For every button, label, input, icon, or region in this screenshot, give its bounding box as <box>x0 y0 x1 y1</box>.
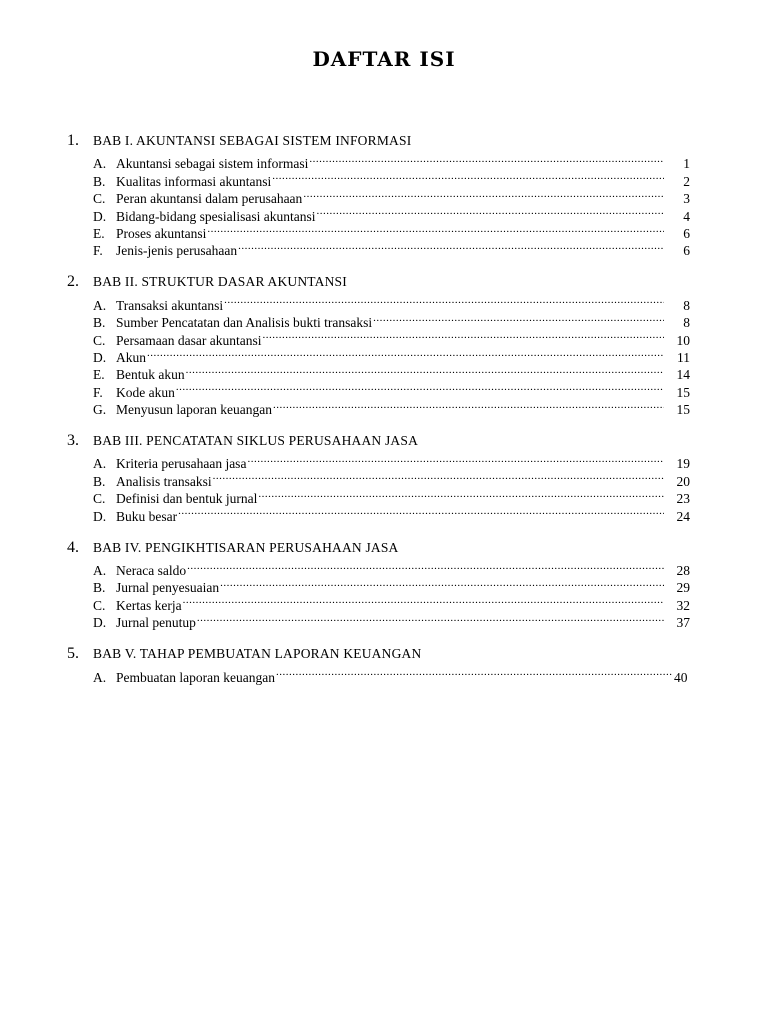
toc-chapter <box>67 431 707 524</box>
entry-page-number: 29 <box>676 580 690 596</box>
entry-title: Bentuk akun <box>116 367 185 383</box>
entry-title: Buku besar <box>116 508 178 524</box>
chapter-heading <box>67 131 707 151</box>
dot-leader <box>258 486 664 503</box>
entry-letter: A. <box>93 156 107 172</box>
dot-leader <box>303 186 664 203</box>
entry-letter: A. <box>93 456 107 472</box>
entry-page-number: 14 <box>676 367 690 383</box>
entry-letter: B. <box>93 580 106 596</box>
toc-chapter <box>67 644 707 685</box>
dot-leader <box>262 327 664 344</box>
entry-page-number: 6 <box>683 243 690 259</box>
entry-page-number: 32 <box>676 597 690 613</box>
entry-title: Peran akuntansi dalam perusahaan <box>116 191 303 207</box>
entry-letter: E. <box>93 367 105 383</box>
entry-letter: C. <box>93 597 106 613</box>
dot-leader <box>373 310 664 327</box>
entry-title: Bidang-bidang spesialisasi akuntansi <box>116 208 316 224</box>
dot-leader <box>186 362 664 379</box>
chapter-number: 5. <box>67 645 79 663</box>
entry-page-number: 11 <box>677 349 690 365</box>
dot-leader <box>197 610 664 627</box>
chapter-heading <box>67 431 707 451</box>
entry-page-number: 28 <box>676 563 690 579</box>
toc-chapter <box>67 538 707 631</box>
chapter-number: 4. <box>67 538 79 556</box>
toc-entry[interactable] <box>67 362 690 383</box>
toc-entry[interactable] <box>67 151 690 172</box>
entry-title: Transaksi akuntansi <box>116 297 224 313</box>
entry-title: Jurnal penutup <box>116 615 196 631</box>
toc-entry[interactable] <box>67 558 690 579</box>
entry-letter: E. <box>93 225 105 241</box>
entry-title: Kualitas informasi akuntansi <box>116 173 272 189</box>
chapter-heading <box>67 644 707 664</box>
entry-page-number: 3 <box>683 191 690 207</box>
entry-page-number: 1 <box>683 156 690 172</box>
entry-letter: B. <box>93 173 106 189</box>
dot-leader <box>238 238 664 255</box>
toc-entry[interactable] <box>67 292 690 313</box>
entry-title: Pembuatan laporan keuangan <box>116 669 275 685</box>
entry-page-number: 4 <box>683 208 690 224</box>
entry-letter: C. <box>93 191 106 207</box>
entry-page-number: 20 <box>676 473 690 489</box>
entry-title: Akun <box>116 349 146 365</box>
dot-leader <box>178 503 664 520</box>
dot-leader <box>316 203 664 220</box>
table-of-contents <box>67 131 707 699</box>
entry-page-number: 8 <box>683 297 690 313</box>
dot-leader <box>220 575 664 592</box>
entry-title: Neraca saldo <box>116 563 187 579</box>
entry-letter: D. <box>93 349 107 365</box>
entry-title: Definisi dan bentuk jurnal <box>116 491 258 507</box>
dot-leader <box>247 451 664 468</box>
entry-page-number: 10 <box>676 332 690 348</box>
dot-leader <box>176 379 664 396</box>
dot-leader <box>187 558 664 575</box>
entry-letter: F. <box>93 384 103 400</box>
chapter-title: BAB V. TAHAP PEMBUATAN LAPORAN KEUANGAN <box>93 646 422 662</box>
dot-leader <box>309 151 664 168</box>
entry-page-number: 24 <box>676 508 690 524</box>
entry-letter: D. <box>93 508 107 524</box>
entry-page-number: 6 <box>683 225 690 241</box>
entry-title: Kriteria perusahaan jasa <box>116 456 247 472</box>
entry-letter: B. <box>93 473 106 489</box>
toc-chapter <box>67 131 707 259</box>
entry-page-number: 2 <box>683 173 690 189</box>
dot-leader <box>213 468 664 485</box>
toc-entry[interactable] <box>67 451 690 472</box>
chapter-number: 2. <box>67 273 79 291</box>
toc-entry[interactable] <box>67 345 690 365</box>
entry-title: Persamaan dasar akuntansi <box>116 332 262 348</box>
toc-chapter <box>67 272 707 418</box>
chapter-number: 1. <box>67 132 79 149</box>
entry-letter: G. <box>93 402 107 418</box>
page-title: DAFTAR ISI <box>312 47 456 71</box>
entry-letter: F. <box>93 243 103 259</box>
entry-title: Jurnal penyesuaian <box>116 580 220 596</box>
chapter-heading <box>67 538 707 558</box>
entry-letter: A. <box>93 563 107 579</box>
entry-title: Jenis-jenis perusahaan <box>116 243 238 259</box>
chapter-heading <box>67 272 707 292</box>
entry-letter: C. <box>93 491 106 507</box>
entry-title: Akuntansi sebagai sistem informasi <box>116 156 309 172</box>
chapter-title: BAB II. STRUKTUR DASAR AKUNTANSI <box>93 274 347 290</box>
entry-page-number: 23 <box>676 491 690 507</box>
chapter-title: BAB III. PENCATATAN SIKLUS PERUSAHAAN JASA <box>93 433 419 449</box>
entry-title: Analisis transaksi <box>116 473 212 489</box>
dot-leader <box>183 592 664 609</box>
entry-page-number: 19 <box>676 456 690 472</box>
entry-title: Kode akun <box>116 384 175 400</box>
entry-title: Sumber Pencatatan dan Analisis bukti transaksi <box>116 315 373 331</box>
dot-leader <box>147 345 664 362</box>
chapter-title: BAB I. AKUNTANSI SEBAGAI SISTEM INFORMASI <box>93 133 412 148</box>
entry-page-number: 15 <box>676 402 690 418</box>
entry-letter: A. <box>93 297 107 313</box>
entry-letter: D. <box>93 615 107 631</box>
entry-page-number: 8 <box>683 315 690 331</box>
entry-letter: A. <box>93 669 107 685</box>
entry-letter: C. <box>93 332 106 348</box>
dot-leader <box>272 168 664 185</box>
dot-leader <box>273 397 664 414</box>
entry-letter: B. <box>93 315 106 331</box>
entry-letter: D. <box>93 208 107 224</box>
entry-page-number: 40 <box>674 669 688 685</box>
chapter-title: BAB IV. PENGIKHTISARAN PERUSAHAAN JASA <box>93 539 399 555</box>
entry-title: Kertas kerja <box>116 597 182 613</box>
entry-title: Menyusun laporan keuangan <box>116 402 272 418</box>
dot-leader <box>276 664 672 681</box>
chapter-number: 3. <box>67 432 79 450</box>
entry-page-number: 37 <box>676 615 690 631</box>
dot-leader <box>224 292 664 309</box>
entry-page-number: 15 <box>676 384 690 400</box>
entry-title: Proses akuntansi <box>116 225 207 241</box>
toc-entry[interactable] <box>67 664 690 685</box>
dot-leader <box>207 221 664 238</box>
